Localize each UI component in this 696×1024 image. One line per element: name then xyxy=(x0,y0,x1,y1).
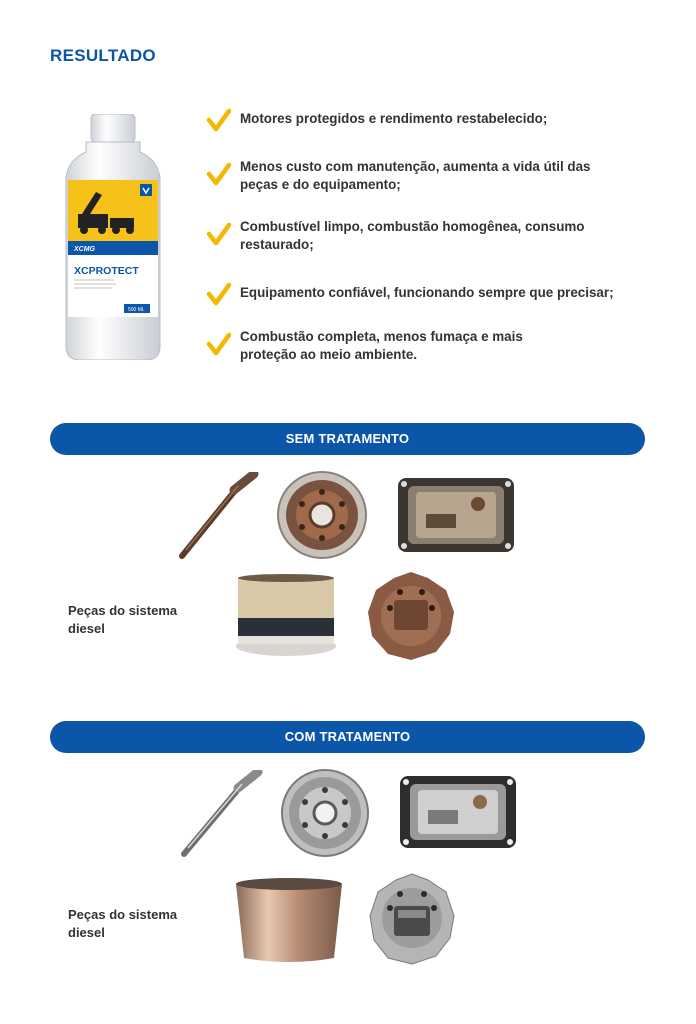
fuel-bowl-clean-image xyxy=(232,874,346,964)
fuel-bowl-dirty-image xyxy=(232,574,340,658)
check-icon xyxy=(206,108,232,134)
benefit-text-line: restaurado; xyxy=(240,237,314,252)
fuel-filter-dirty-image xyxy=(276,470,368,560)
fuel-filter-clean-image xyxy=(280,768,370,858)
caption-line: diesel xyxy=(68,925,105,940)
benefit-text-line: Menos custo com manutenção, aumenta a vida útil das xyxy=(240,159,591,174)
benefit-text-line: peças e do equipamento; xyxy=(240,177,401,192)
check-icon xyxy=(206,162,232,188)
pump-rotor-dirty-image xyxy=(366,570,456,662)
injector-nozzle-dirty-image xyxy=(176,472,260,560)
check-icon xyxy=(206,222,232,248)
product-bottle-image xyxy=(64,114,162,360)
benefit-text-line: Combustível limpo, combustão homogênea, consumo xyxy=(240,219,585,234)
caption-line: Peças do sistema xyxy=(68,603,178,618)
benefit-item xyxy=(206,278,614,308)
benefit-text-line: Motores protegidos e rendimento restabelecido; xyxy=(240,111,548,126)
section-banner-without-treatment: SEM TRATAMENTO xyxy=(50,423,645,455)
brand-logo-text: XCMG xyxy=(74,246,95,253)
benefit-text-line: proteção ao meio ambiente. xyxy=(240,347,418,362)
benefit-item xyxy=(206,158,590,194)
product-name-text: XCPROTECT xyxy=(74,265,139,277)
benefit-text-line: Combustão completa, menos fumaça e mais xyxy=(240,329,523,344)
check-icon xyxy=(206,332,232,358)
benefit-text-line: Equipamento confiável, funcionando sempre que precisar; xyxy=(240,285,614,300)
pump-rotor-clean-image xyxy=(368,872,456,966)
valve-cover-clean-image xyxy=(398,772,518,852)
caption-with-treatment xyxy=(68,906,208,942)
caption-line: Peças do sistema xyxy=(68,907,178,922)
caption-line: diesel xyxy=(68,621,105,636)
section-banner-with-treatment: COM TRATAMENTO xyxy=(50,721,645,753)
benefit-item xyxy=(206,328,523,364)
benefit-item xyxy=(206,218,584,254)
valve-cover-dirty-image xyxy=(396,474,516,556)
volume-text: 500 ML xyxy=(128,307,145,313)
injector-nozzle-clean-image xyxy=(178,770,264,858)
page-title: RESULTADO xyxy=(50,46,156,65)
check-icon xyxy=(206,282,232,308)
caption-without-treatment xyxy=(68,602,208,638)
benefit-item xyxy=(206,104,547,134)
